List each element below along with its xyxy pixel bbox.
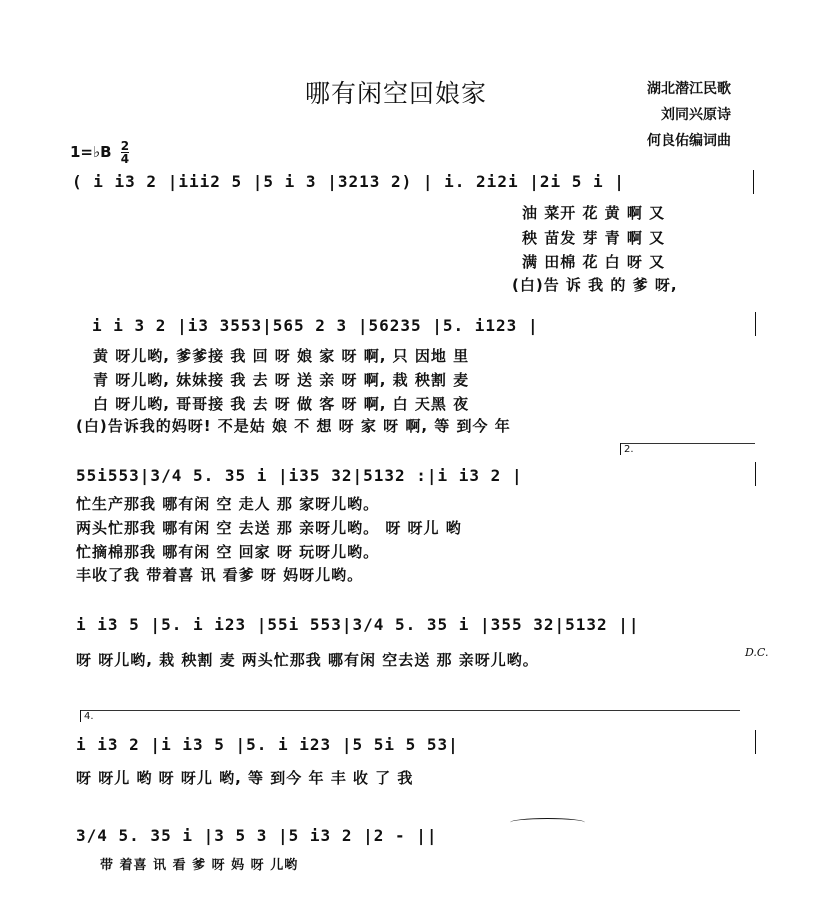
lyric-line4: 呀 呀儿哟, 栽 秧割 麦 两头忙那我 哪有闲 空去送 那 亲呀儿哟。 [76, 651, 539, 669]
notation-line-1: ( i i3 2 |iii2 5 |5 i 3 |3213 2) | i. 2i2i |2i 5 i | [72, 172, 625, 191]
barline [755, 312, 756, 336]
credit-origin: 湖北潜江民歌 [647, 81, 731, 97]
lyric-line2-verse1: 黄 呀儿哟, 爹爹接 我 回 呀 娘 家 呀 啊, 只 因地 里 [93, 347, 470, 365]
tie-slur [510, 818, 585, 827]
lyric-line3-verse2: 两头忙那我 哪有闲 空 去送 那 亲呀儿哟。 呀 呀儿 哟 [76, 519, 462, 537]
barline [755, 730, 756, 754]
lyric-line3-verse1: 忙生产那我 哪有闲 空 走人 那 家呀儿哟。 [76, 495, 380, 513]
lyric-line2-verse2: 青 呀儿哟, 妹妹接 我 去 呀 送 亲 呀 啊, 栽 秧割 麦 [93, 371, 470, 389]
key-signature [70, 140, 129, 165]
lyric-line1-verse3: 满 田棉 花 白 呀 又 [522, 253, 666, 271]
volta-label-2: 2. [624, 444, 634, 455]
time-signature [121, 140, 129, 165]
volta-label-4: 4. [84, 711, 94, 722]
barline [755, 462, 756, 486]
volta-bracket-edge [80, 710, 81, 722]
notation-line-4: i i3 5 |5. i i23 |55i 553|3/4 5. 35 i |355 32|5132 || [76, 615, 640, 634]
notation-line-2: i i 3 2 |i3 3553|565 2 3 |56235 |5. i123 | [92, 316, 539, 335]
barline [753, 170, 754, 194]
notation-line-3: 55i553|3/4 5. 35 i |i35 32|5132 :|i i3 2 | [76, 466, 523, 485]
lyric-line2-spoken: (白)告诉我的妈呀! 不是姑 娘 不 想 呀 家 呀 啊, 等 到今 年 [76, 417, 511, 435]
song-title: 哪有闲空回娘家 [305, 79, 488, 108]
volta-bracket-edge [620, 443, 621, 455]
lyric-line2-verse3: 白 呀儿哟, 哥哥接 我 去 呀 做 客 呀 啊, 白 天黑 夜 [93, 395, 470, 413]
key-label: 1=♭B [70, 143, 112, 161]
da-capo-marking: D.C. [745, 646, 769, 659]
lyric-line1-verse1: 油 菜开 花 黄 啊 又 [522, 204, 666, 222]
lyric-line3-verse3: 忙摘棉那我 哪有闲 空 回家 呀 玩呀儿哟。 [76, 543, 380, 561]
lyric-line5: 呀 呀儿 哟 呀 呀儿 哟, 等 到今 年 丰 收 了 我 [76, 769, 414, 787]
volta-bracket-2 [620, 443, 755, 444]
lyric-line1-verse2: 秧 苗发 芽 青 啊 又 [522, 229, 666, 247]
lyric-line1-spoken: (白)告 诉 我 的 爹 呀, [512, 276, 678, 294]
time-sig-top: 2 [120, 139, 130, 153]
notation-line-5: i i3 2 |i i3 5 |5. i i23 |5 5i 5 53| [76, 735, 459, 754]
lyric-line3-verse4: 丰收了我 带着喜 讯 看爹 呀 妈呀儿哟。 [76, 566, 364, 584]
lyric-line6: 带 着喜 讯 看 爹 呀 妈 呀 儿哟 [100, 858, 299, 873]
credit-arranger: 何良佑编词曲 [647, 133, 731, 149]
volta-bracket-4 [80, 710, 740, 711]
credit-poem: 刘同兴原诗 [661, 107, 731, 123]
notation-line-6: 3/4 5. 35 i |3 5 3 |5 i3 2 |2 - || [76, 826, 438, 845]
time-sig-bottom: 4 [120, 152, 130, 166]
